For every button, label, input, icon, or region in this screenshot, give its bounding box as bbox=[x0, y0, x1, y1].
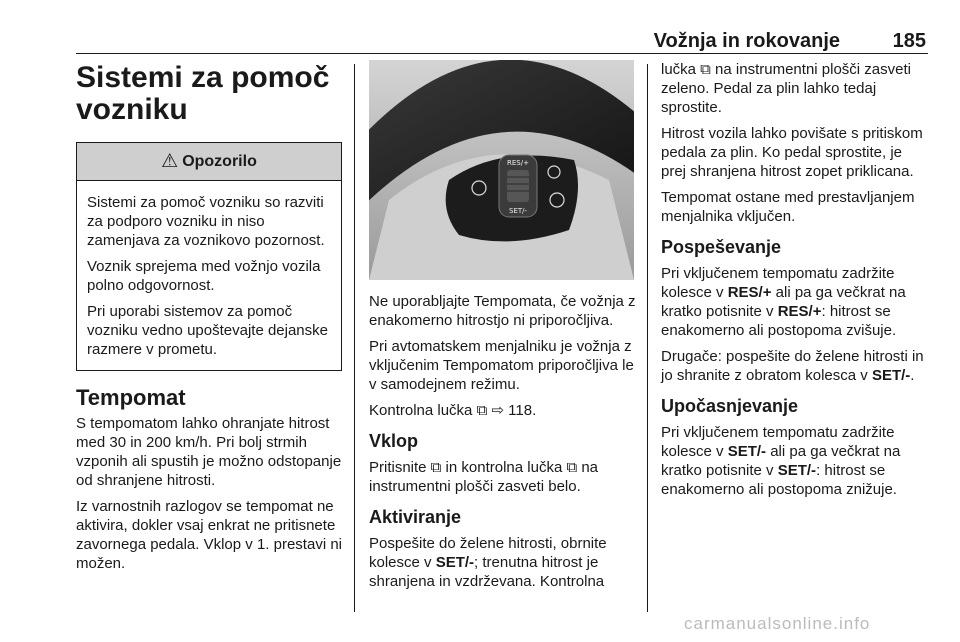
subsection-title-vklop: Vklop bbox=[369, 431, 419, 451]
section-title-tempomat: Tempomat bbox=[76, 385, 186, 410]
paragraph: Pri vključenem tempomatu zadržite kolesce v SET/- ali pa ga večkrat na kratko potisnite v SET/-: hitrost se enakomerno ali postopoma znižuje. bbox=[661, 424, 901, 498]
watermark: carmanualsonline.info bbox=[684, 614, 871, 633]
page-header bbox=[76, 24, 928, 54]
steering-wheel-photo bbox=[369, 60, 634, 280]
column-divider-2 bbox=[647, 64, 648, 612]
res-plus-label: RES/+ bbox=[507, 159, 529, 167]
paragraph: Hitrost vozila lahko povišate s pritiskom pedala za plin. Ko pedal sprostite, je prej shranjena hitrost zopet priklicana. bbox=[661, 125, 923, 180]
warning-triangle-icon: ⚠ bbox=[161, 151, 179, 172]
paragraph: Pri vključenem tempomatu zadržite kolesce v RES/+ ali pa ga večkrat na kratko potisnite v RES/+: hitrost se enakomerno ali postopoma zvišuje. bbox=[661, 265, 906, 339]
paragraph: Drugače: pospešite do želene hitrosti in jo shranite z obratom kolesca v SET/-. bbox=[661, 348, 924, 384]
paragraph: Pritisnite ⧉ in kontrolna lučka ⧉ na instrumentni plošči zasveti belo. bbox=[369, 459, 599, 495]
set-minus-label: SET/- bbox=[509, 207, 528, 215]
paragraph: Iz varnostnih razlogov se tempomat ne aktivira, dokler vsaj enkrat ne pritisnete zavornega pedala. Vklop v 1. prestavi ni možen. bbox=[76, 498, 342, 572]
subsection-title-upocasnjevanje: Upočasnjevanje bbox=[661, 396, 799, 416]
page-number: 185 bbox=[892, 30, 926, 52]
warning-paragraph: Pri uporabi sistemov za pomoč vozniku vedno upoštevajte dejanske razmere v prometu. bbox=[87, 303, 328, 358]
paragraph: Pospešite do želene hitrosti, obrnite kolesce v SET/-; trenutna hitrost je shranjena in vzdrževana. Kontrolna bbox=[369, 535, 607, 590]
column-2 bbox=[369, 60, 637, 598]
warning-paragraph: Voznik sprejema med vožnjo vozila polno odgovornost. bbox=[87, 258, 321, 294]
column-1 bbox=[76, 60, 342, 580]
paragraph: lučka ⧉ na instrumentni plošči zasveti zeleno. Pedal za plin lahko tedaj sprostite. bbox=[661, 61, 911, 116]
steering-wheel-illustration bbox=[369, 60, 634, 280]
column-3 bbox=[661, 60, 931, 506]
subsection-title-aktiviranje: Aktiviranje bbox=[369, 507, 462, 527]
warning-paragraph: Sistemi za pomoč vozniku so razviti za podporo vozniku in niso zamenjava za voznikovo pozornost. bbox=[87, 194, 325, 249]
paragraph: Pri avtomatskem menjalniku je vožnja z vključenim Tempomatom priporočljiva le v samodejnem režimu. bbox=[369, 338, 634, 393]
paragraph: Tempomat ostane med prestavljanjem menjalnika vključen. bbox=[661, 189, 915, 225]
paragraph: Kontrolna lučka ⧉ ⇨ 118. bbox=[369, 402, 537, 419]
subsection-title-pospesevanje: Pospeševanje bbox=[661, 237, 782, 257]
warning-body bbox=[77, 181, 341, 370]
paragraph: S tempomatom lahko ohranjate hitrost med 30 in 200 km/h. Pri bolj strmih vzponih ali spustih je možno odstopanje od shranjene hitrosti. bbox=[76, 415, 342, 489]
warning-heading: ⚠ Opozorilo bbox=[77, 143, 341, 181]
warning-box bbox=[76, 142, 342, 371]
chapter-title: Vožnja in rokovanje bbox=[653, 30, 840, 52]
paragraph: Ne uporabljajte Tempomata, če vožnja z enakomerno hitrostjo ni priporočljiva. bbox=[369, 293, 636, 329]
main-title: Sistemi za pomoč vozniku bbox=[76, 61, 330, 126]
header-rule bbox=[76, 53, 928, 54]
column-divider-1 bbox=[354, 64, 355, 612]
